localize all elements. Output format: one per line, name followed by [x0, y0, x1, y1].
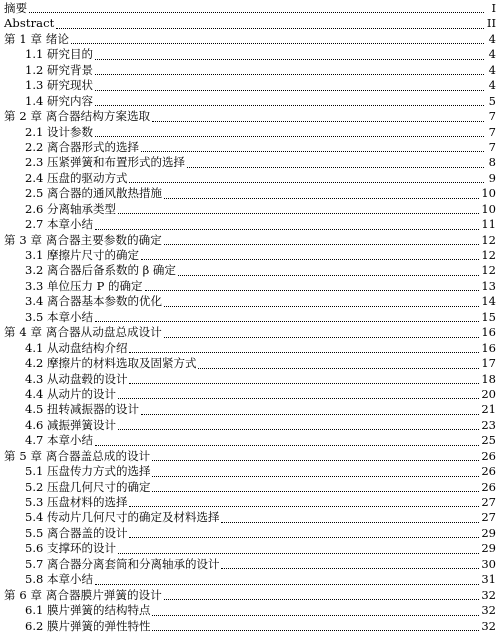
toc-entry-title: 第 1 章 绪论	[4, 31, 70, 46]
toc-entry-title: 5.1 压盘传力方式的选择	[25, 464, 151, 479]
toc-entry-title: 2.6 分离轴承类型	[25, 201, 116, 216]
toc-dot-leader	[164, 243, 479, 245]
toc-dot-leader	[187, 166, 484, 168]
toc-dot-leader	[152, 120, 484, 122]
toc-section-entry[interactable]	[0, 541, 500, 556]
toc-page-number: 29	[481, 541, 496, 556]
toc-entry-title: 5.6 支撑环的设计	[25, 541, 116, 556]
toc-section-entry[interactable]	[0, 171, 500, 186]
toc-entry-title: 第 6 章 离合器膜片弹簧的设计	[4, 587, 162, 602]
toc-page-number: 27	[481, 510, 496, 525]
toc-dot-leader	[95, 135, 484, 137]
toc-page-number: 26	[481, 479, 496, 494]
toc-section-entry[interactable]	[0, 310, 500, 325]
toc-entry-title: Abstract	[4, 16, 55, 31]
toc-entry-title: 第 5 章 离合器盖总成的设计	[4, 448, 151, 463]
toc-dot-leader	[164, 305, 479, 307]
toc-section-entry[interactable]	[0, 619, 500, 634]
toc-dot-leader	[71, 42, 484, 44]
toc-entry-title: 6.2 膜片弹簧的弹性特性	[25, 618, 151, 633]
toc-entry-title: 5.8 本章小结	[25, 572, 93, 587]
table-of-contents	[0, 1, 500, 634]
toc-entry-title: 3.1 摩擦片尺寸的确定	[25, 248, 139, 262]
toc-dot-leader	[129, 382, 479, 384]
toc-dot-leader	[152, 614, 479, 616]
toc-entry-title: 第 2 章 离合器结构方案选取	[4, 109, 151, 124]
toc-entry-title: 3.4 离合器基本参数的优化	[25, 294, 162, 309]
toc-section-entry[interactable]	[0, 557, 500, 572]
toc-entry-title: 4.4 从动片的设计	[25, 386, 116, 401]
toc-section-entry[interactable]	[0, 125, 500, 140]
toc-entry-title: 2.4 压盘的驱动方式	[25, 170, 128, 185]
toc-section-entry[interactable]	[0, 47, 500, 62]
toc-dot-leader	[95, 228, 479, 230]
toc-dot-leader	[145, 289, 480, 291]
toc-entry-title: 4.5 扭转减振器的设计	[25, 402, 139, 417]
toc-dot-leader	[152, 629, 479, 631]
toc-page-number: 25	[481, 433, 496, 448]
toc-page-number: 11	[481, 217, 496, 232]
toc-page-number: 32	[481, 603, 496, 618]
toc-dot-leader	[56, 27, 484, 29]
toc-page-number: 31	[481, 572, 496, 587]
toc-section-entry[interactable]	[0, 480, 500, 495]
toc-page-number: 12	[481, 263, 496, 278]
toc-dot-leader	[29, 11, 484, 13]
toc-page-number: 9	[488, 170, 496, 185]
toc-dot-leader	[129, 536, 479, 538]
toc-dot-leader	[141, 413, 479, 415]
toc-section-entry[interactable]	[0, 418, 500, 433]
toc-dot-leader	[164, 197, 479, 199]
toc-chapter-entry[interactable]	[0, 325, 500, 340]
toc-page-number: 13	[481, 278, 496, 293]
toc-entry-title: 4.6 减振弹簧设计	[25, 417, 116, 432]
toc-entry-title: 5.4 传动片几何尺寸的确定及材料选择	[25, 510, 220, 525]
toc-section-entry[interactable]	[0, 217, 500, 232]
toc-chapter-entry[interactable]	[0, 1, 500, 16]
toc-page-number: 7	[488, 139, 496, 154]
toc-dot-leader	[95, 444, 479, 446]
toc-entry-title: 5.3 压盘材料的选择	[25, 495, 128, 509]
toc-page-number: 17	[481, 356, 496, 371]
toc-dot-leader	[118, 552, 479, 554]
toc-entry-title: 4.3 从动盘毂的设计	[25, 371, 128, 386]
toc-section-entry[interactable]	[0, 202, 500, 217]
toc-section-entry[interactable]	[0, 464, 500, 479]
toc-chapter-entry[interactable]	[0, 16, 500, 31]
toc-page-number: 32	[481, 618, 496, 633]
toc-chapter-entry[interactable]	[0, 588, 500, 603]
toc-entry-title: 2.3 压紧弹簧和布置形式的选择	[25, 155, 185, 170]
toc-page-number: 27	[481, 495, 496, 509]
toc-entry-title: 摘要	[4, 1, 28, 15]
toc-page-number: 32	[481, 587, 496, 602]
toc-page-number: 12	[481, 232, 496, 247]
toc-dot-leader	[95, 583, 479, 585]
toc-section-entry[interactable]	[0, 294, 500, 309]
toc-dot-leader	[95, 58, 484, 60]
toc-entry-title: 5.2 压盘几何尺寸的确定	[25, 479, 151, 494]
toc-page-number: 4	[488, 62, 496, 77]
toc-section-entry[interactable]	[0, 155, 500, 170]
toc-page-number: 15	[481, 309, 496, 324]
toc-section-entry[interactable]	[0, 603, 500, 618]
toc-dot-leader	[118, 428, 479, 430]
toc-section-entry[interactable]	[0, 510, 500, 525]
toc-dot-leader	[178, 274, 479, 276]
toc-page-number: 7	[488, 124, 496, 139]
toc-entry-title: 4.7 本章小结	[25, 433, 93, 448]
toc-chapter-entry[interactable]	[0, 449, 500, 464]
toc-section-entry[interactable]	[0, 94, 500, 109]
toc-section-entry[interactable]	[0, 372, 500, 387]
toc-section-entry[interactable]	[0, 572, 500, 587]
toc-section-entry[interactable]	[0, 186, 500, 201]
toc-entry-title: 5.7 离合器分离套筒和分离轴承的设计	[25, 556, 220, 571]
toc-dot-leader	[95, 73, 484, 75]
toc-dot-leader	[118, 397, 479, 399]
toc-section-entry[interactable]	[0, 341, 500, 356]
toc-section-entry[interactable]	[0, 356, 500, 371]
toc-section-entry[interactable]	[0, 526, 500, 541]
toc-dot-leader	[129, 351, 479, 353]
toc-entry-title: 5.5 离合器盖的设计	[25, 525, 128, 540]
toc-page-number: 16	[481, 340, 496, 355]
toc-entry-title: 3.5 本章小结	[25, 309, 93, 324]
toc-entry-title: 3.3 单位压力 P 的确定	[25, 278, 143, 293]
toc-dot-leader	[152, 475, 479, 477]
toc-section-entry[interactable]	[0, 248, 500, 263]
toc-page-number: 4	[488, 47, 496, 62]
toc-page-number: 14	[481, 294, 496, 309]
toc-entry-title: 1.3 研究现状	[25, 78, 93, 93]
toc-dot-leader	[164, 336, 479, 338]
toc-page-number: 21	[481, 402, 496, 417]
toc-section-entry[interactable]	[0, 402, 500, 417]
toc-section-entry[interactable]	[0, 495, 500, 510]
toc-section-entry[interactable]	[0, 433, 500, 448]
toc-dot-leader	[95, 89, 484, 91]
toc-dot-leader	[198, 367, 479, 369]
toc-chapter-entry[interactable]	[0, 233, 500, 248]
toc-entry-title: 2.7 本章小结	[25, 217, 93, 232]
toc-entry-title: 6.1 膜片弹簧的结构特点	[25, 603, 151, 618]
toc-dot-leader	[164, 598, 479, 600]
toc-dot-leader	[152, 490, 479, 492]
toc-dot-leader	[141, 150, 484, 152]
toc-page-number: 12	[481, 248, 496, 262]
toc-dot-leader	[221, 521, 479, 523]
toc-entry-title: 3.2 离合器后备系数的 β 确定	[25, 263, 176, 278]
toc-dot-leader	[141, 258, 479, 260]
toc-page-number: 18	[481, 371, 496, 386]
toc-entry-title: 第 4 章 离合器从动盘总成设计	[4, 325, 162, 340]
toc-dot-leader	[129, 505, 479, 507]
toc-page-number: 7	[488, 109, 496, 124]
toc-page-number: 4	[488, 31, 496, 46]
toc-page-number: 4	[488, 78, 496, 93]
toc-section-entry[interactable]	[0, 78, 500, 93]
toc-section-entry[interactable]	[0, 263, 500, 278]
toc-entry-title: 第 3 章 离合器主要参数的确定	[4, 232, 162, 247]
toc-entry-title: 1.1 研究目的	[25, 47, 93, 62]
toc-page-number: 23	[481, 417, 496, 432]
toc-chapter-entry[interactable]	[0, 32, 500, 47]
toc-page-number: 29	[481, 525, 496, 540]
toc-entry-title: 2.5 离合器的通风散热措施	[25, 186, 162, 201]
toc-page-number: 16	[481, 325, 496, 340]
toc-entry-title: 2.1 设计参数	[25, 124, 93, 139]
toc-chapter-entry[interactable]	[0, 109, 500, 124]
toc-entry-title: 4.2 摩擦片的材料选取及固紧方式	[25, 356, 197, 371]
toc-page-number: 20	[481, 386, 496, 401]
toc-page-number: 5	[488, 93, 496, 108]
toc-dot-leader	[118, 212, 479, 214]
toc-dot-leader	[152, 459, 479, 461]
toc-page-number: 26	[481, 448, 496, 463]
toc-section-entry[interactable]	[0, 279, 500, 294]
toc-section-entry[interactable]	[0, 387, 500, 402]
toc-entry-title: 1.2 研究背景	[25, 62, 93, 77]
toc-entry-title: 4.1 从动盘结构介绍	[25, 340, 128, 355]
toc-section-entry[interactable]	[0, 63, 500, 78]
toc-dot-leader	[95, 104, 484, 106]
toc-section-entry[interactable]	[0, 140, 500, 155]
toc-entry-title: 1.4 研究内容	[25, 93, 93, 108]
toc-page-number: 8	[488, 155, 496, 170]
toc-dot-leader	[129, 181, 484, 183]
toc-page-number: I	[491, 1, 496, 15]
toc-dot-leader	[221, 567, 479, 569]
toc-page-number: 26	[481, 464, 496, 479]
toc-page-number: 10	[481, 201, 496, 216]
toc-dot-leader	[95, 320, 479, 322]
toc-page-number: 10	[481, 186, 496, 201]
toc-page-number: II	[486, 16, 496, 31]
toc-page-number: 30	[481, 556, 496, 571]
toc-entry-title: 2.2 离合器形式的选择	[25, 139, 139, 154]
